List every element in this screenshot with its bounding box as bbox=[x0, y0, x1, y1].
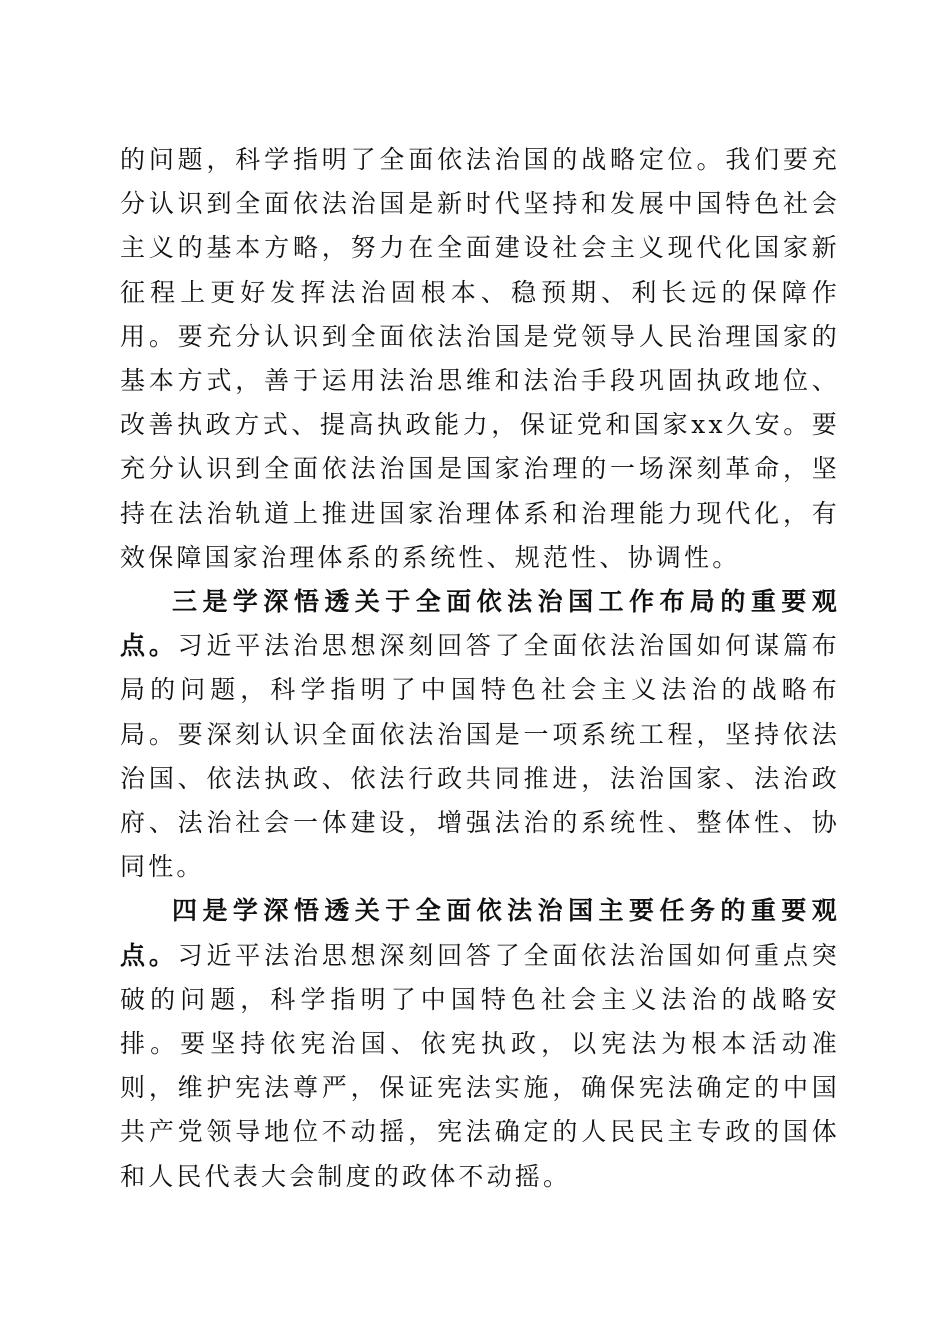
paragraph-text: 习近平法治思想深刻回答了全面依法治国如何重点突破的问题，科学指明了中国特色社会主义法治的战略安排。要坚持依宪治国、依宪执政，以宪法为根本活动准则，维护宪法尊严，保证宪法实施，确保宪法确定的中国共产党领导地位不动摇，宪法确定的人民民主专政的国体和人民代表大会制度的政体不动摇。 bbox=[120, 940, 840, 1191]
document-body bbox=[120, 138, 840, 1199]
paragraph-point-four bbox=[120, 889, 840, 1198]
paragraph-heading: 三是学深悟透关于全面依法治国工作布局的重要观点。 bbox=[120, 587, 840, 661]
paragraph-text: 的问题，科学指明了全面依法治国的战略定位。我们要充分认识到全面依法治国是新时代坚持和发展中国特色社会主义的基本方略，努力在全面建设社会主义现代化国家新征程上更好发挥法治固根本、稳预期、利长远的保障作用。要充分认识到全面依法治国是党领导人民治理国家的基本方式，善于运用法治思维和法治手段巩固执政地位、改善执政方式、提高执政能力，保证党和国家xx久安。要充分认识到全面依法治国是国家治理的一场深刻革命，坚持在法治轨道上推进国家治理体系和治理能力现代化，有效保障国家治理体系的系统性、规范性、协调性。 bbox=[120, 145, 840, 572]
paragraph-heading: 四是学深悟透关于全面依法治国主要任务的重要观点。 bbox=[120, 896, 840, 970]
paragraph-point-three bbox=[120, 580, 840, 889]
paragraph-text: 习近平法治思想深刻回答了全面依法治国如何谋篇布局的问题，科学指明了中国特色社会主义法治的战略布局。要深刻认识全面依法治国是一项系统工程，坚持依法治国、依法执政、依法行政共同推进，法治国家、法治政府、法治社会一体建设，增强法治的系统性、整体性、协同性。 bbox=[120, 631, 840, 882]
paragraph-continuation bbox=[120, 138, 840, 580]
